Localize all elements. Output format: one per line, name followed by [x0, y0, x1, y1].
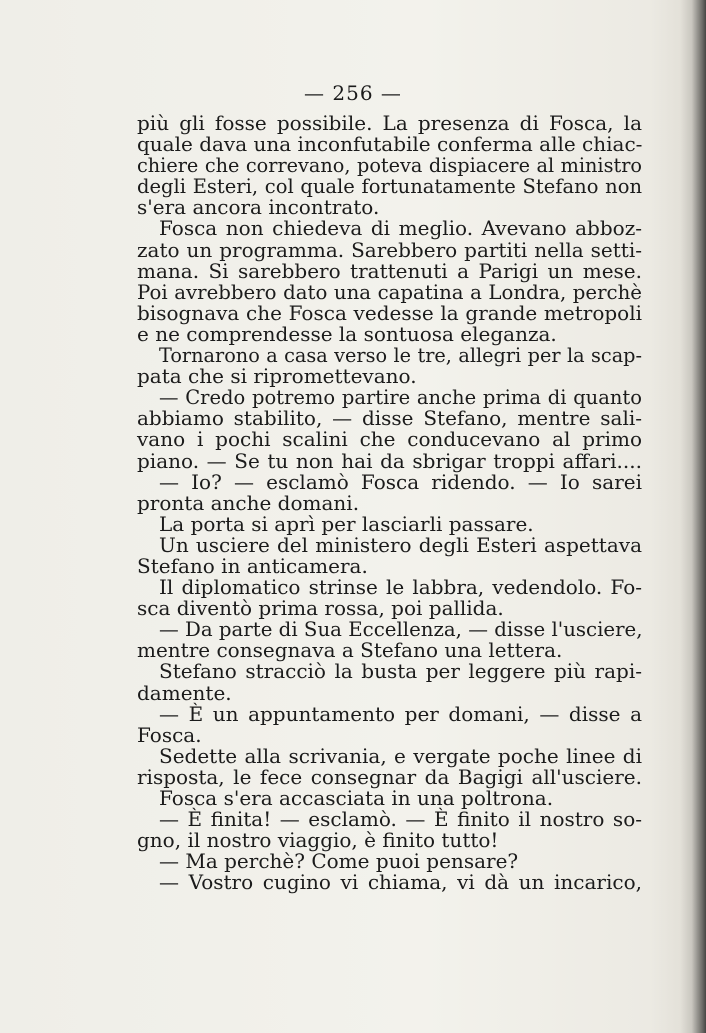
text-line: chiere che correvano, poteva dispiacere al ministro	[137, 154, 642, 178]
text-line: Stefano in anticamera.	[137, 553, 368, 578]
text-line: Tornarono a casa verso le tre, allegri per la scap-	[159, 344, 642, 368]
page-binding-shadow	[680, 0, 706, 1033]
text-line: Stefano stracciò la busta per leggere più rapi-	[159, 659, 642, 684]
page-number: — 256 —	[304, 81, 402, 105]
text-line: — Io? — esclamò Fosca ridendo. — Io sarei	[159, 469, 642, 494]
text-line: — Credo potremo partire anche prima di quanto	[159, 386, 642, 410]
text-line: — È un appuntamento per domani, — disse a	[159, 701, 642, 726]
text-line: Il diplomatico strinse le labbra, vedendolo. Fo-	[159, 575, 642, 600]
text-line: vano i pochi scalini che conducevano al primo	[137, 427, 642, 452]
text-line: Poi avrebbero dato una capatina a Londra, perchè	[137, 280, 642, 304]
text-line: — Vostro cugino vi chiama, vi dà un incarico,	[159, 870, 642, 895]
text-line: mana. Si sarebbero trattenuti a Parigi un mese.	[137, 258, 642, 283]
text-line: Fosca non chiedeva di meglio. Avevano abboz-	[159, 216, 642, 241]
text-line: quale dava una inconfutabile conferma alle chiac-	[137, 132, 643, 157]
text-line: La porta si aprì per lasciarli passare.	[159, 511, 534, 536]
text-line: piano. — Se tu non hai da sbrigar troppi affari....	[137, 448, 642, 473]
text-line: sca diventò prima rossa, poi pallida.	[137, 596, 504, 621]
text-line: e ne comprendesse la sontuosa eleganza.	[137, 321, 557, 346]
body-text	[137, 113, 642, 893]
text-line: Fosca.	[137, 722, 202, 747]
text-line: abbiamo stabilito, — disse Stefano, mentre sali-	[137, 406, 642, 431]
text-line: mentre consegnava a Stefano una lettera.	[137, 638, 563, 663]
text-line: pata che si ripromettevano.	[137, 364, 417, 389]
text-line: damente.	[137, 680, 232, 705]
text-line: più gli fosse possibile. La presenza di Fosca, la	[137, 111, 642, 135]
text-line: bisognava che Fosca vedesse la grande metropoli	[137, 300, 642, 325]
text-line: Fosca s'era accasciata in una poltrona.	[159, 786, 554, 810]
text-line: zato un programma. Sarebbero partiti nella setti-	[137, 237, 642, 262]
text-line: — Da parte di Sua Eccellenza, — disse l'usciere,	[159, 618, 643, 642]
text-line: risposta, le fece consegnar da Bagigi all'usciere.	[137, 764, 642, 789]
text-line: — Ma perchè? Come puoi pensare?	[159, 849, 519, 874]
text-line: gno, il nostro viaggio, è finito tutto!	[137, 828, 499, 853]
text-line: Sedette alla scrivania, e vergate poche linee di	[159, 743, 642, 768]
text-line: — È finita! — esclamò. — È finito il nostro so-	[159, 807, 642, 832]
text-line: s'era ancora incontrato.	[137, 195, 380, 220]
text-line: pronta anche domani.	[137, 490, 360, 515]
text-line: Un usciere del ministero degli Esteri aspettava	[159, 532, 642, 557]
text-line: degli Esteri, col quale fortunatamente Stefano non	[137, 175, 642, 199]
